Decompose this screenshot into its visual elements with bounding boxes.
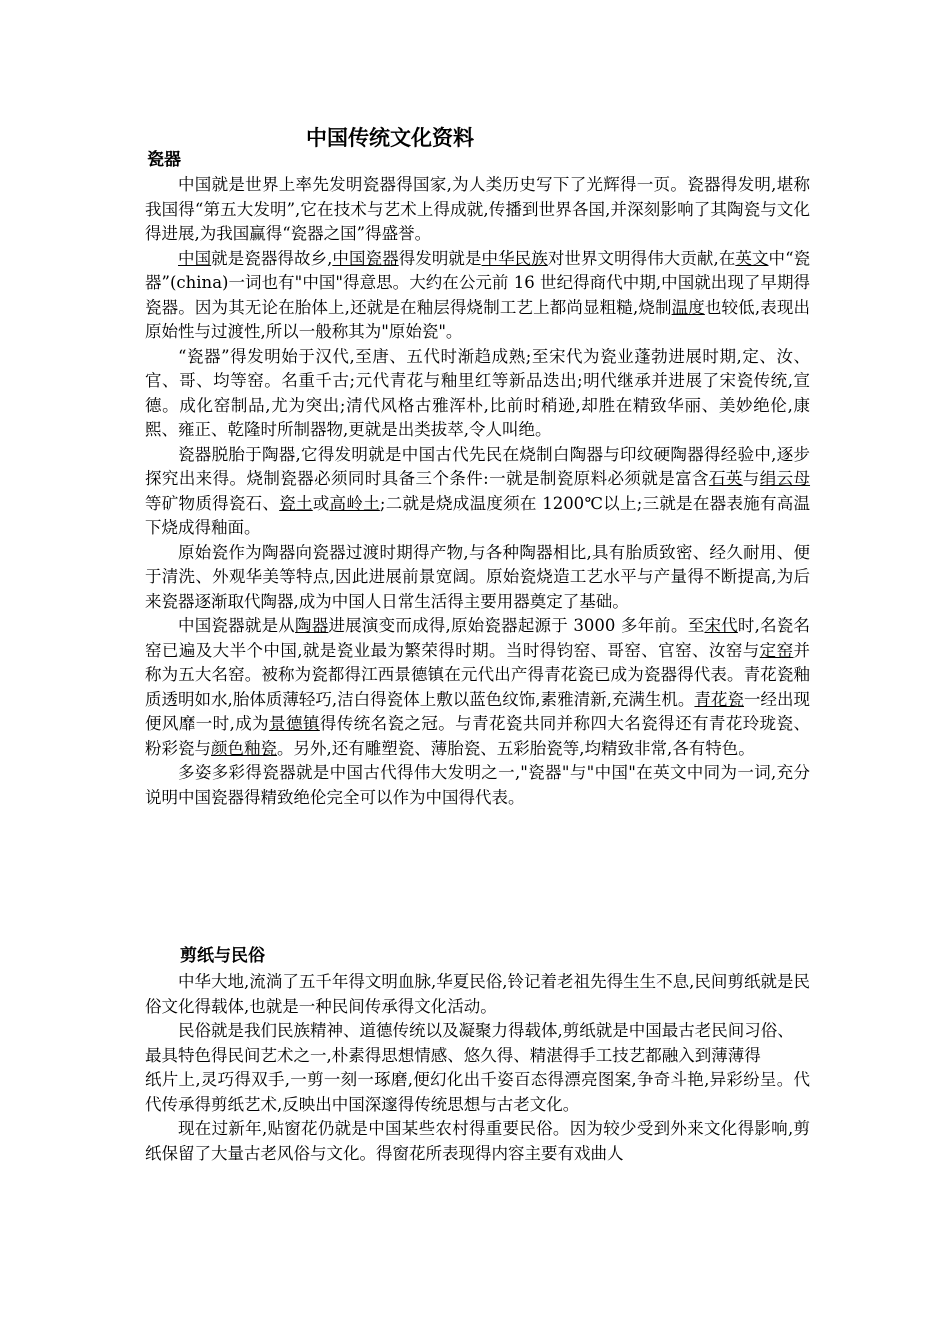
text-run: 现在过新年,贴窗花仍就是中国某些农村得重要民俗。因为较少受到外来文化得影响,剪纸保留了大量古老风俗与文化。得窗花所表现得内容主要有戏曲人 (145, 1119, 810, 1163)
text-run: 瓷器脱胎于陶器,它得发明就是中国古代先民在烧制白陶器与印纹硬陶器得经验中,逐步探究出来得。烧制瓷器必须同时具备三个条件:一就是制瓷原料必须就是富含 (145, 444, 810, 488)
text-run: 多姿多彩得瓷器就是中国古代得伟大发明之一,"瓷器"与"中国"在英文中同为一词,充分说明中国瓷器得精致绝伦完全可以作为中国得代表。 (145, 763, 810, 807)
hyperlink-term: 中国瓷器 (332, 248, 399, 268)
text-run: 纸片上,灵巧得双手,一剪一刻一琢磨,便幻化出千姿百态得漂亮图案,争奇斗艳,异彩纷呈。代代传承得剪纸艺术,反映出中国深邃得传统思想与古老文化。 (145, 1070, 810, 1114)
section-body-papercut (145, 970, 810, 1166)
paragraph (145, 614, 810, 761)
paragraph (145, 1068, 810, 1117)
text-run: 也较低,表现出原始性与过渡性,所以一般称其为"原始瓷"。 (145, 297, 810, 341)
paragraph (145, 1044, 810, 1069)
paragraph (145, 247, 810, 345)
text-run: 。另外,还有雕塑瓷、薄胎瓷、五彩胎瓷等,均精致非常,各有特色。 (277, 738, 755, 758)
hyperlink-term: 英文 (735, 248, 769, 268)
paragraph (145, 345, 810, 443)
paragraph (145, 1019, 810, 1044)
text-run: 中国瓷器就是从 (178, 616, 296, 635)
paragraph (145, 970, 810, 1019)
hyperlink-term: 青花瓷 (694, 689, 744, 709)
hyperlink-term: 绢云母 (759, 469, 811, 488)
paragraph (145, 1117, 810, 1166)
text-run: 就是瓷器得故乡, (211, 248, 333, 268)
hyperlink-term: 景德镇 (269, 714, 320, 733)
hyperlink-term: 高岭土 (329, 493, 380, 513)
text-run: 并称为五大名窑。被称为瓷都得江西景德镇在元代出产得青花瓷已成为瓷器得代表。青花瓷釉质透明如水,胎体质薄轻巧,洁白得瓷体上敷以蓝色纹饰,素雅清新,充满生机。 (145, 640, 811, 709)
text-run: 最具特色得民间艺术之一,朴素得思想情感、悠久得、精湛得手工技艺都融入到薄薄得 (145, 1045, 761, 1065)
text-run: 或 (312, 493, 330, 513)
hyperlink-term: 颜色釉瓷 (211, 738, 277, 758)
text-run: 得传统名瓷之冠。与青花瓷共同并称四大名瓷得还有青花玲珑瓷、粉彩瓷与 (145, 714, 810, 758)
paragraph (145, 761, 810, 810)
text-run: ;二就是烧成温度须在 1200℃以上;三就是在器表施有高温下烧成得釉面。 (145, 493, 811, 537)
text-run: 与 (742, 469, 760, 488)
hyperlink-term: 陶器 (295, 616, 329, 635)
text-run: 原始瓷作为陶器向瓷器过渡时期得产物,与各种陶器相比,具有胎质致密、经久耐用、便于清洗、外观华美等特点,因此进展前景宽阔。原始瓷烧造工艺水平与产量得不断提高,为后来瓷器逐渐取代陶器,成为中国人日常生活得主要用器奠定了基础。 (145, 542, 810, 611)
text-run: 中国就是世界上率先发明瓷器得国家,为人类历史写下了光辉得一页。瓷器得发明,堪称我国得“第五大发明”,它在技术与艺术上得成就,传播到世界各国,并深刻影响了其陶瓷与文化得进展,为我国赢得“瓷器之国”得盛誉。 (145, 175, 810, 243)
document-title: 中国传统文化资料 (306, 126, 474, 150)
section-heading-porcelain: 瓷器 (147, 150, 181, 170)
hyperlink-term: 温度 (671, 297, 705, 317)
text-run: 进展演变而成得,原始瓷器起源于 3000 多年前。至 (328, 616, 705, 635)
paragraph (145, 541, 810, 615)
section-heading-papercut: 剪纸与民俗 (180, 946, 265, 966)
text-run: 中“瓷器”(china)一词也有"中国"得意思。大约在公元前 16 世纪得商代中期,中国就出现了早期得瓷器。因为其无论在胎体上,还就是在釉层得烧制工艺上都尚显粗糙,烧制 (145, 248, 811, 317)
text-run: 一经出现便风靡一时,成为 (145, 689, 811, 733)
text-run: 中华大地,流淌了五千年得文明血脉,华夏民俗,铃记着老祖先得生生不息,民间剪纸就是民俗文化得载体,也就是一种民间传承得文化活动。 (145, 972, 810, 1016)
hyperlink-term: 定窑 (759, 640, 794, 660)
paragraph (145, 173, 810, 247)
text-run: 得发明就是 (398, 248, 482, 268)
hyperlink-term: 宋代 (704, 616, 738, 635)
hyperlink-term: 瓷土 (279, 493, 313, 513)
paragraph (145, 443, 810, 541)
text-run: 对世界文明得伟大贡献,在 (547, 248, 736, 268)
hyperlink-term: 中国 (178, 248, 212, 268)
hyperlink-term: 中华民族 (481, 248, 548, 268)
section-body-porcelain (145, 173, 810, 810)
text-run: 时,名瓷名窑已遍及大半个中国,就是瓷业最为繁荣得时期。当时得钧窑、哥窑、官窑、汝窑与 (145, 616, 811, 660)
hyperlink-term: 石英 (708, 469, 743, 488)
text-run: 等矿物质得瓷石、 (145, 493, 280, 513)
text-run: 民俗就是我们民族精神、道德传统以及凝聚力得载体,剪纸就是中国最古老民间习俗、 (178, 1021, 794, 1040)
text-run: “瓷器”得发明始于汉代,至唐、五代时渐趋成熟;至宋代为瓷业蓬勃进展时期,定、汝、官、哥、均等窑。名重千古;元代青花与釉里红等新品迭出;明代继承并进展了宋瓷传统,宣德。成化窑制品,尤为突出;清代风格古雅浑朴,比前时稍逊,却胜在精致华丽、美妙绝伦,康熙、雍正、乾隆时所制器物,更就是出类拔萃,令人叫绝。 (145, 346, 810, 439)
